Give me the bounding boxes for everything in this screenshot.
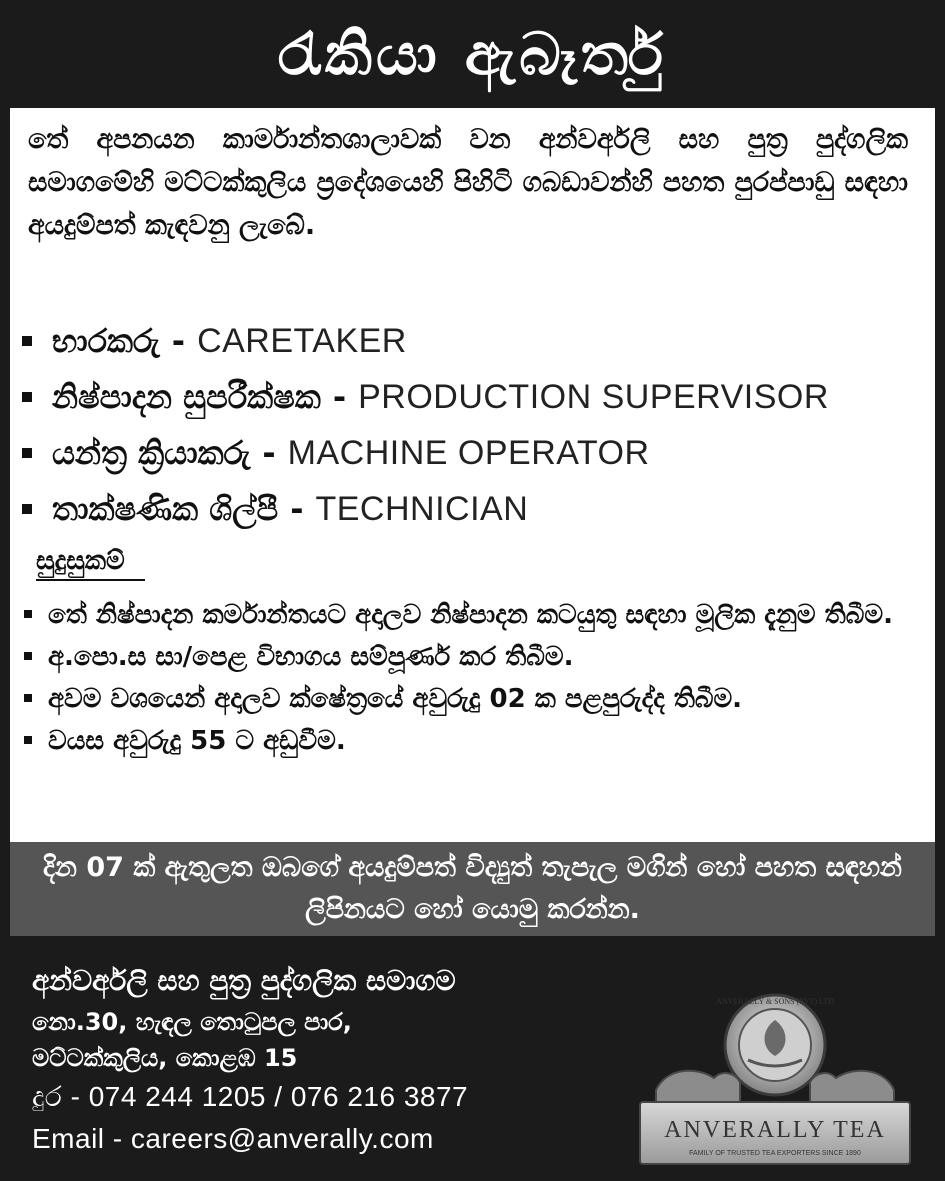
job-title-english: CARETAKER: [197, 321, 407, 360]
logo-name: ANVERALLY TEA: [664, 1117, 886, 1143]
page-title: රැකියා ඇබෑර්තු: [277, 19, 668, 88]
header: [0, 0, 945, 108]
qualification-text: වයස අවුරුදු 55 ට අඩුවීම.: [48, 726, 346, 756]
application-instructions-band: [10, 842, 935, 936]
square-bullet-icon: [22, 336, 32, 346]
job-separator: -: [262, 434, 276, 472]
square-bullet-icon: [24, 694, 32, 702]
qualifications-list: [24, 596, 904, 764]
qualifications-heading: සුදුසුකම්: [36, 546, 145, 581]
square-bullet-icon: [24, 652, 32, 660]
intro-paragraph: තේ අපනයන කාර්මාන්තශාලාවක් වන අන්වර්අලි සහ පුත්‍ර පුද්ගලික සමාගමේහි මට්ටක්කුලිය ප්‍රදේශයෙහි පිහිටි ගබඩාවන්හි පහත පුරප්පාඩු සඳහා අයදුම්පත් කැඳවනු ලැබේ.: [28, 124, 908, 241]
square-bullet-icon: [22, 448, 32, 458]
job-list: [22, 313, 922, 537]
job-title-english: MACHINE OPERATOR: [287, 433, 650, 472]
square-bullet-icon: [24, 736, 32, 744]
address-line-2: මට්ටක්කුලිය, කොළඹ 15: [32, 1044, 298, 1072]
phone-numbers: දුර - 074 244 1205 / 076 216 3877: [32, 1081, 469, 1112]
job-title-english: TECHNICIAN: [315, 489, 529, 528]
content-panel: [10, 108, 935, 842]
anverally-tea-logo-icon: [636, 990, 914, 1170]
contact-block: [32, 958, 622, 1160]
company-logo: [636, 990, 914, 1170]
email-address[interactable]: Email - careers@anverally.com: [32, 1123, 434, 1154]
logo-tagline: FAMILY OF TRUSTED TEA EXPORTERS SINCE 1890: [689, 1150, 861, 1157]
list-item: [24, 680, 904, 718]
square-bullet-icon: [24, 610, 32, 618]
job-item: [22, 313, 922, 369]
list-item: [24, 596, 904, 634]
square-bullet-icon: [22, 392, 32, 402]
job-item: [22, 481, 922, 537]
job-separator: -: [290, 490, 304, 528]
job-title-sinhala: නිෂ්පාදන සුපරීක්ෂක: [52, 377, 321, 416]
list-item: [24, 722, 904, 760]
qualification-text: තේ නිෂ්පාදන කර්මාන්තයට අදාලව නිෂ්පාදන කටයුතු සඳහා මූලික දැනුම තිබීම.: [48, 600, 893, 630]
job-separator: -: [171, 322, 186, 360]
qualification-text: අ.පො.ස සා/පෙළ විභාගය සම්පූර්ණ කර තිබීම.: [48, 642, 574, 672]
address-line-1: නො.30, හැඳල තොටුපල පාර,: [32, 1008, 352, 1036]
job-item: [22, 369, 922, 425]
company-name: අන්වර්අලි සහ පුත්‍ර පුද්ගලික සමාගම: [32, 964, 456, 997]
qualification-text: අවම වශයෙන් අදාලව ක්ෂේත්‍රයේ අවුරුදු 02 ක පළපුරුද්ද තිබීම.: [48, 684, 743, 714]
job-title-sinhala: යන්ත්‍ර ක්‍රියාකරු: [52, 433, 251, 472]
list-item: [24, 638, 904, 676]
job-title-sinhala: භාරකරු: [52, 321, 160, 360]
square-bullet-icon: [22, 504, 32, 514]
job-item: [22, 425, 922, 481]
job-title-sinhala: තාක්ෂණික ශිල්පී: [52, 489, 279, 528]
job-separator: -: [332, 378, 347, 416]
seal-text: ANVERALLY & SONS (PVT) LTD: [716, 997, 834, 1006]
application-instructions: දින 07 ක් ඇතුලත ඔබගේ අයදුම්පත් විද්‍යුත් තැපැල මගින් හෝ පහත සඳහන් ලිපිනයට හෝ යොමු කරන්න.: [43, 852, 902, 925]
job-title-english: PRODUCTION SUPERVISOR: [358, 377, 829, 416]
